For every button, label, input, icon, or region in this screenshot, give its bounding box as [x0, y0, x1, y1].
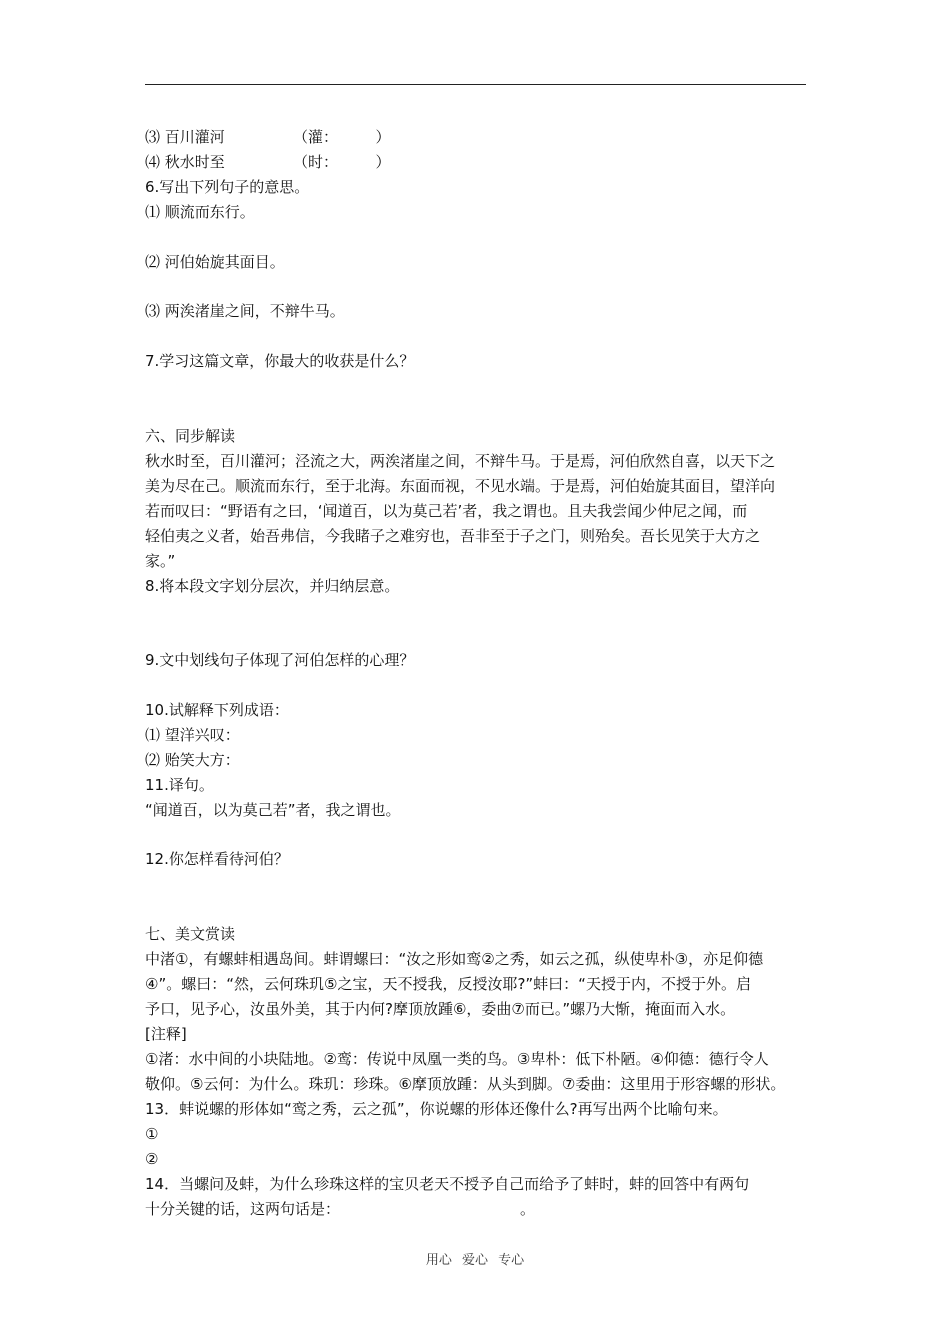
question-14: 14．当螺问及蚌，为什么珍珠这样的宝贝老天不授予自己而给予了蚌时，蚌的回答中有两句 [145, 1175, 750, 1193]
note-line: ①渚：水中间的小块陆地。②鸾：传说中凤凰一类的鸟。③卑朴：低下朴陋。④仰德：德行令人 [145, 1050, 769, 1068]
passage-line: 秋水时至，百川灌河；泾流之大，两涘渚崖之间，不辩牛马。于是焉，河伯欣然自喜，以天下之 [145, 452, 776, 470]
passage-line: 中渚①，有螺蚌相遇岛间。蚌谓螺曰：“汝之形如鸾②之秀，如云之孤，纵使卑朴③，亦足仰德 [145, 950, 764, 968]
question-11-sentence: “闻道百，以为莫己若”者，我之谓也。 [145, 801, 401, 819]
page-footer: 用心 爱心 专心 [425, 1253, 525, 1268]
question-9: 9.文中划线句子体现了河伯怎样的心理？ [145, 651, 415, 669]
question-10: 10.试解释下列成语： [145, 701, 289, 719]
vocab-item: ⑷ 秋水时至 （时： ） [145, 153, 391, 171]
question-6-title: 6.写出下列句子的意思。 [145, 178, 310, 196]
vocab-item: ⑶ 百川灌河 （灌： ） [145, 128, 391, 146]
passage-line: 轻伯夷之义者，始吾弗信，今我睹子之难穷也，吾非至于子之门，则殆矣。吾长见笑于大方之 [145, 527, 761, 545]
passage-line: 予口，见予心，汝虽外美，其于内何?摩顶放踵⑥，委曲⑦而已。”螺乃大惭，掩面而入水。 [145, 1000, 736, 1018]
passage-line: 美为尽在己。顺流而东行，至于北海。东面而视，不见水端。于是焉，河伯始旋其面目，望洋向 [145, 477, 776, 495]
idiom-item: ⑵ 贻笑大方： [145, 751, 240, 769]
question-7: 7.学习这篇文章，你最大的收获是什么？ [145, 352, 415, 370]
answer-mark: ① [145, 1125, 159, 1143]
passage-line: 若而叹曰：“野语有之曰，‘闻道百，以为莫己若’者，我之谓也。且夫我尝闻少仲尼之闻，而 [145, 502, 748, 520]
section-6-heading: 六、同步解读 [145, 427, 236, 445]
passage-line: ④”。螺曰：“然，云何珠玑⑤之宝，天不授我，反授汝耶?”蚌曰：“天授于内，不授于外。启 [145, 975, 751, 993]
question-11: 11.译句。 [145, 776, 214, 794]
question-6-item: ⑴ 顺流而东行。 [145, 203, 255, 221]
answer-mark: ② [145, 1150, 159, 1168]
question-13: 13．蚌说螺的形体如“鸾之秀，云之孤”，你说螺的形体还像什么?再写出两个比喻句来。 [145, 1100, 728, 1118]
idiom-item: ⑴ 望洋兴叹： [145, 726, 240, 744]
question-12: 12.你怎样看待河伯？ [145, 850, 289, 868]
section-7-heading: 七、美文赏读 [145, 925, 236, 943]
question-6-item: ⑶ 两涘渚崖之间，不辩牛马。 [145, 302, 345, 320]
passage-line: 家。” [145, 552, 176, 570]
question-14-cont: 十分关键的话，这两句话是： 。 [145, 1200, 536, 1218]
question-6-item: ⑵ 河伯始旋其面目。 [145, 253, 285, 271]
question-8: 8.将本段文字划分层次，并归纳层意。 [145, 577, 400, 595]
note-line: 敬仰。⑤云何：为什么。珠玑：珍珠。⑥摩顶放踵：从头到脚。⑦委曲：这里用于形容螺的形状。 [145, 1075, 786, 1093]
notes-label: [注释] [145, 1025, 187, 1043]
header-rule [145, 84, 806, 85]
